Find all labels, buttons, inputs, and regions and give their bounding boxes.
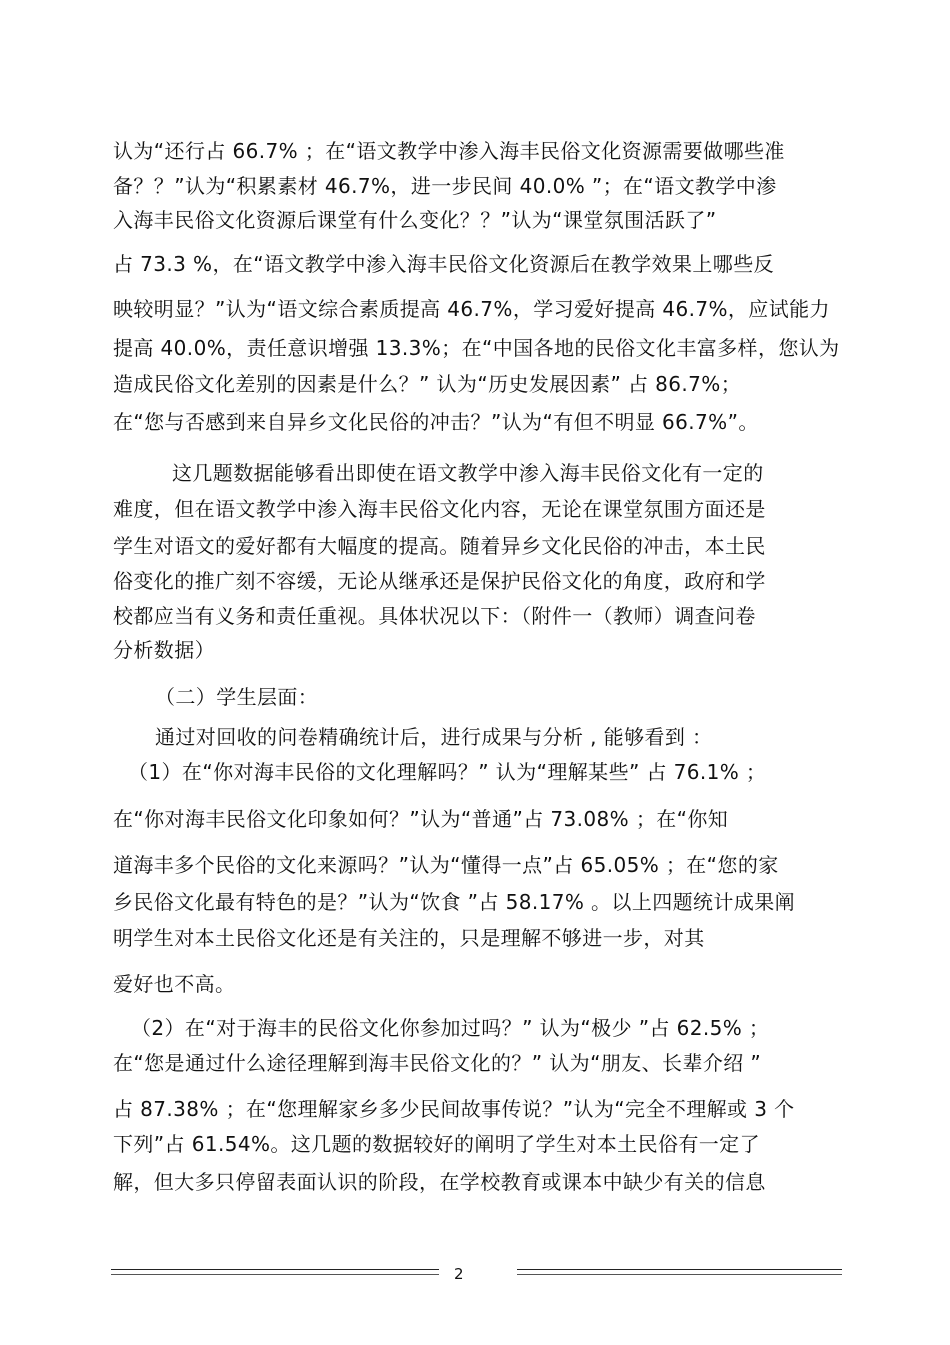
- text-line: 下列”占 61.54%。这几题的数据较好的阐明了学生对本土民俗有一定了: [113, 1132, 760, 1156]
- text-line: 学生对语文的爱好都有大幅度的提高。随着异乡文化民俗的冲击，本土民: [113, 534, 766, 558]
- text-line: 爱好也不高。: [113, 972, 236, 996]
- text-line: 映较明显？”认为“语文综合素质提高 46.7%，学习爱好提高 46.7%，应试能力: [113, 297, 830, 321]
- text-line: 通过对回收的问卷精确统计后，进行成果与分析 , 能够看到 ：: [155, 725, 713, 749]
- footer-rule-right-thin: [517, 1274, 842, 1275]
- text-line: 在“你对海丰民俗文化印象如何？”认为“普通”占 73.08% ；在“你知: [113, 807, 729, 831]
- text-line: 占 87.38% ；在“您理解家乡多少民间故事传说？”认为“完全不理解或 3 个: [113, 1097, 795, 1121]
- text-line: 分析数据）: [113, 638, 215, 662]
- text-line: （1）在“你对海丰民俗的文化理解吗？” 认为“理解某些” 占 76.1% ；: [128, 760, 767, 784]
- text-line: 俗变化的推广刻不容缓，无论从继承还是保护民俗文化的角度，政府和学: [113, 569, 766, 593]
- text-line: 解，但大多只停留表面认识的阶段，在学校教育或课本中缺少有关的信息: [113, 1170, 766, 1194]
- text-line: 备？？”认为“积累素材 46.7%，进一步民间 40.0% ”；在“语文教学中渗: [113, 174, 777, 198]
- footer-rule-right: [517, 1269, 842, 1270]
- footer-rule-left: [111, 1269, 439, 1270]
- text-line: 难度，但在语文教学中渗入海丰民俗文化内容，无论在课堂氛围方面还是: [113, 497, 766, 521]
- text-line: 道海丰多个民俗的文化来源吗？”认为“懂得一点”占 65.05% ；在“您的家: [113, 853, 779, 877]
- text-line: 占 73.3 %，在“语文教学中渗入海丰民俗文化资源后在教学效果上哪些反: [113, 252, 775, 276]
- text-line: 认为“还行占 66.7% ；在“语文教学中渗入海丰民俗文化资源需要做哪些准: [113, 139, 785, 163]
- text-line: 明学生对本土民俗文化还是有关注的，只是理解不够进一步，对其: [113, 926, 705, 950]
- text-line: 造成民俗文化差别的因素是什么？” 认为“历史发展因素” 占 86.7%；: [113, 372, 742, 396]
- section-heading: （二）学生层面：: [155, 685, 319, 709]
- text-line: 这几题数据能够看出即使在语文教学中渗入海丰民俗文化有一定的: [172, 461, 764, 485]
- text-line: 校都应当有义务和责任重视。具体状况以下：（附件一（教师）调查问卷: [113, 604, 756, 628]
- page-number: 2: [454, 1265, 464, 1283]
- text-line: 入海丰民俗文化资源后课堂有什么变化？？”认为“课堂氛围活跃了”: [113, 208, 717, 232]
- text-line: （2）在“对于海丰的民俗文化你参加过吗？” 认为“极少 ”占 62.5% ；: [131, 1016, 770, 1040]
- footer-rule-left-thin: [111, 1274, 439, 1275]
- text-line: 在“您与否感到来自异乡文化民俗的冲击？”认为“有但不明显 66.7%”。: [113, 410, 759, 434]
- text-line: 在“您是通过什么途径理解到海丰民俗文化的？” 认为“朋友、长辈介绍 ”: [113, 1051, 762, 1075]
- text-line: 乡民俗文化最有特色的是？”认为“饮食 ”占 58.17% 。以上四题统计成果阐: [113, 890, 796, 914]
- text-line: 提高 40.0%，责任意识增强 13.3%；在“中国各地的民俗文化丰富多样，您认为: [113, 336, 840, 360]
